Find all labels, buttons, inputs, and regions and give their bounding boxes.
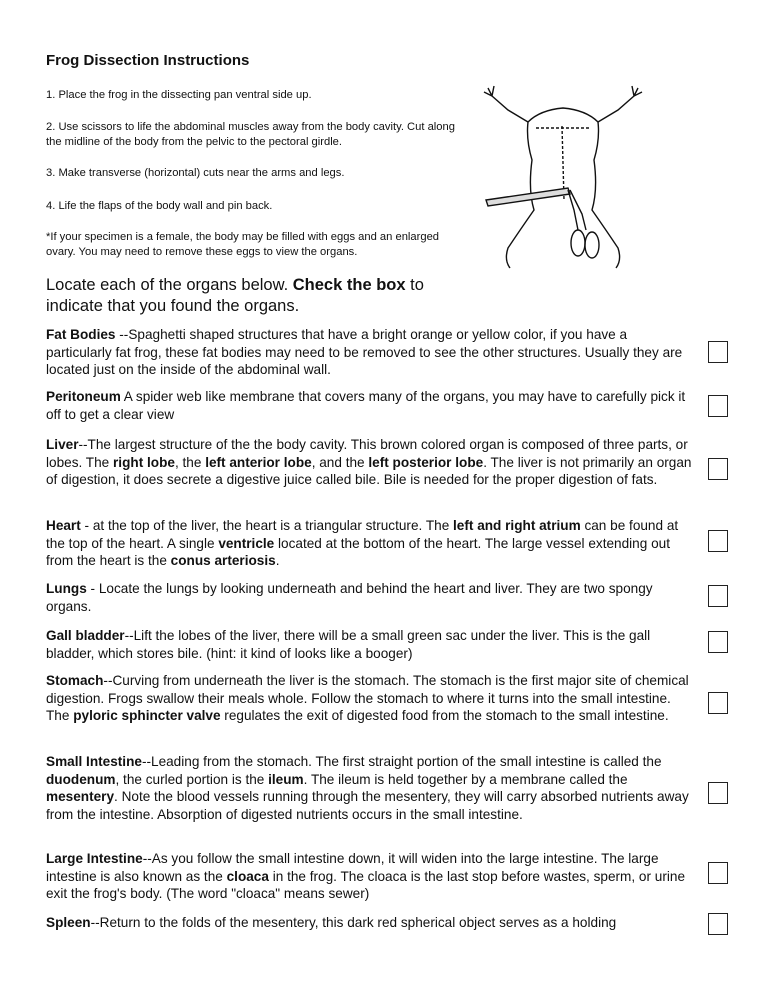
organ-large-intestine: Large Intestine--As you follow the small intestine down, it will widen into the large intestine. The large intestine is also known as the cloaca in the frog. The cloaca is the last stop before wastes, sperm, or urine exit the frog's body. (The word "cloaca" means sewer) xyxy=(46,851,686,901)
organ-name: Spleen xyxy=(46,915,91,930)
organ-name: Fat Bodies xyxy=(46,327,116,342)
female-note: *If your specimen is a female, the body may be filled with eggs and an enlarged ovary. You may need to remove these eggs to view the organs. xyxy=(46,231,440,258)
organ-small-intestine: Small Intestine--Leading from the stomach. The first straight portion of the small intestine is called the duodenum, the curled portion is the ileum. The ileum is held together by a membrane called the mesentery. Note the blood vessels running through the mesentery, they will carry absorbed nutrients away from the intestine. Absorption of digested nutrients occurs in the small intestine. xyxy=(46,754,689,822)
organ-name: Liver xyxy=(46,437,79,452)
organ-name: Heart xyxy=(46,518,81,533)
locate-text-end: to indicate that you found the organs. xyxy=(46,276,424,315)
organ-liver: Liver--The largest structure of the the body cavity. This brown colored organ is composed of three parts, or lobes. The right lobe, the left anterior lobe, and the left posterior lobe. The liver is not primarily an organ of digestion, it does secrete a digestive juice called bile. Bile is needed for the proper digestion of fats. xyxy=(46,437,692,487)
step-1: 1. Place the frog in the dissecting pan ventral side up. xyxy=(46,89,312,101)
checkbox-spleen[interactable] xyxy=(708,913,728,935)
checkbox-small-intestine[interactable] xyxy=(708,782,728,804)
step-2: 2. Use scissors to life the abdominal muscles away from the body cavity. Cut along the midline of the body from the pelvic to the pectoral girdle. xyxy=(46,121,455,148)
step-4: 4. Life the flaps of the body wall and pin back. xyxy=(46,200,273,212)
organ-stomach: Stomach--Curving from underneath the liver is the stomach. The stomach is the first major site of chemical digestion. Frogs swallow their meals whole. Follow the stomach to where it turns into the small intestine. The pyloric sphincter valve regulates the exit of digested food from the stomach to the small intestine. xyxy=(46,673,689,723)
organ-description: --Spaghetti shaped structures that have a bright orange or yellow color, if you have a particularly fat frog, these fat bodies may need to be removed to see the other structures. Usually they are located just on the inside of the abdominal wall. xyxy=(46,327,683,377)
step-3: 3. Make transverse (horizontal) cuts near the arms and legs. xyxy=(46,167,345,179)
organ-heart: Heart - at the top of the liver, the heart is a triangular structure. The left and right atrium can be found at the top of the heart. A single ventricle located at the bottom of the heart. The large vessel extending out from the heart is the conus arteriosis. xyxy=(46,518,679,568)
check-the-box-emphasis: Check the box xyxy=(292,276,406,294)
checkbox-stomach[interactable] xyxy=(708,692,728,714)
frog-dissection-illustration xyxy=(478,80,648,275)
organ-peritoneum xyxy=(46,388,696,423)
checkbox-liver[interactable] xyxy=(708,458,728,480)
locate-instructions xyxy=(46,275,466,317)
organ-name: Large Intestine xyxy=(46,851,143,866)
checkbox-peritoneum[interactable] xyxy=(708,395,728,417)
checkbox-lungs[interactable] xyxy=(708,585,728,607)
page-title: Frog Dissection Instructions xyxy=(46,52,250,69)
organ-description: - Locate the lungs by looking underneath and behind the heart and liver. They are two spongy organs. xyxy=(46,581,653,614)
organ-name: Small Intestine xyxy=(46,754,142,769)
checkbox-large-intestine[interactable] xyxy=(708,862,728,884)
organ-gall-bladder xyxy=(46,627,696,662)
organ-description: A spider web like membrane that covers many of the organs, you may have to carefully pick it off to get a clear view xyxy=(46,389,686,422)
checkbox-heart[interactable] xyxy=(708,530,728,552)
organ-lungs xyxy=(46,580,696,615)
organ-name: Lungs xyxy=(46,581,87,596)
organ-name: Peritoneum xyxy=(46,389,121,404)
locate-text: Locate each of the organs below. xyxy=(46,276,293,294)
organ-description: --Lift the lobes of the liver, there will be a small green sac under the liver. This is the gall bladder, which stores bile. (hint: it kind of looks like a booger) xyxy=(46,628,651,661)
organ-name: Stomach xyxy=(46,673,104,688)
organ-description: --Return to the folds of the mesentery, this dark red spherical object serves as a holding xyxy=(90,915,617,930)
organ-spleen xyxy=(46,914,696,932)
organ-fat-bodies xyxy=(46,326,696,379)
organ-name: Gall bladder xyxy=(46,628,125,643)
checkbox-gall-bladder[interactable] xyxy=(708,631,728,653)
checkbox-fat-bodies[interactable] xyxy=(708,341,728,363)
